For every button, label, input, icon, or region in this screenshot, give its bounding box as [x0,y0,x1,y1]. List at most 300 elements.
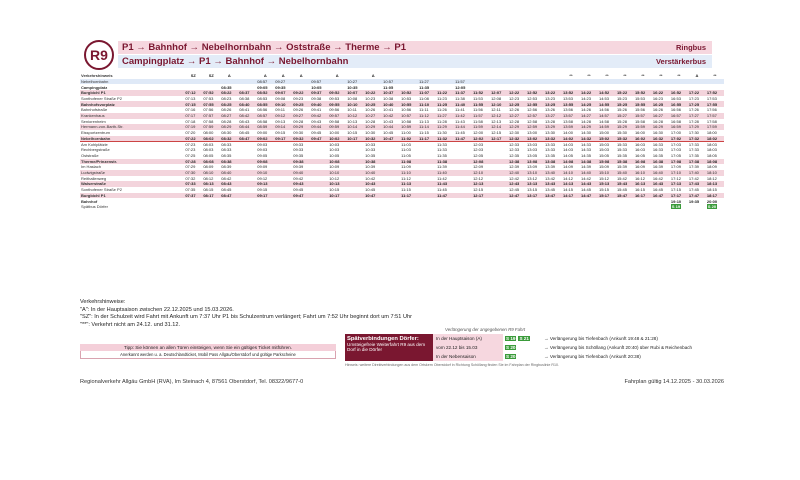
departure-time: 13:02 [526,136,544,142]
departure-time: 08:45 [221,187,232,193]
spaet-row-3-label: In der Nebensaison [433,352,503,361]
stop-name: Sonthofener Straße P2 [81,187,122,193]
departure-time: 07:35 [185,187,196,193]
departure-time: 11:10 [400,170,418,176]
departure-time: 15:03 [598,141,616,147]
stop-name: Bahnhofsvorplatz [80,101,184,107]
departure-time: 10:38 [364,159,382,165]
departure-time: 11:38 [436,159,454,165]
departure-time: 15:05 [598,153,609,159]
departure-time: 11:12 [401,175,411,181]
departure-time: 15:53 [634,95,645,101]
departure-time: 13:35 [545,153,556,159]
departure-time: 08:13 [202,181,220,187]
spaet-row-1-label: In der Hauptsaison (A) [433,334,503,343]
departure-time: 09:15 [257,187,268,193]
departure-time: 10:27 [346,79,364,85]
departure-time: 07:33 [184,181,202,187]
departure-time: 14:38 [580,159,598,165]
departure-time: 18:08 [706,159,724,165]
departure-time: 15:45 [616,187,627,193]
departure-time: 14:10 [562,170,580,176]
departure-time [382,204,400,210]
departure-time: 08:00 [203,130,214,136]
departure-time: 09:33 [292,141,310,147]
departure-time: 13:53 [563,95,574,101]
departure-time: 13:33 [544,141,562,147]
departure-time: 10:27 [364,113,382,119]
departure-time: 15:13 [598,181,616,187]
departure-time: 17:25 [688,101,706,107]
departure-time: 07:19 [184,124,202,130]
departure-time: 07:52 [202,90,220,96]
departure-time: 14:13 [562,181,580,187]
departure-time: 08:42 [238,113,256,119]
departure-time: 09:13 [275,118,286,124]
note-a: "A": In der Hauptsaison zwischen 22.12.2025 und 15.03.2026. [80,306,234,313]
departure-time: 11:38 [455,95,465,101]
departure-time: 13:05 [527,153,538,159]
departure-time: 17:53 [706,95,717,101]
departure-time: 14:33 [580,147,591,153]
departure-time: 14:53 [598,95,609,101]
departure-time: 09:28 [293,118,304,124]
departure-time: 14:08 [562,159,580,165]
departure-time: 13:17 [526,193,544,199]
departure-time: 07:23 [184,141,202,147]
departure-time: 18:15 [706,187,717,193]
departure-time: 14:56 [598,107,609,113]
departure-time: 17:52 [706,90,724,96]
departure-time: 14:02 [562,136,580,142]
departure-time: 08:43 [239,118,250,124]
stop-name: Burgbichl P1 [80,193,184,199]
departure-time: 14:00 [563,130,574,136]
departure-time: 16:42 [652,175,663,181]
departure-time: 16:03 [634,147,645,153]
departure-time: 11:26 [437,107,447,113]
departure-time: 10:00 [329,130,340,136]
departure-time: 09:38 [311,95,322,101]
departure-time: 15:03 [598,147,609,153]
stop-name: Bahnhof [81,198,98,204]
departure-time: 10:25 [364,101,382,107]
departure-time: 13:33 [545,147,556,153]
departure-time: 14:27 [580,113,598,119]
spaet-box [345,334,433,361]
departure-time: 15:17 [598,193,616,199]
departure-time: 11:12 [418,113,436,119]
departure-time: 07:55 [202,101,220,107]
departure-time: 09:33 [293,147,304,153]
departure-time: 09:26 [293,107,304,113]
departure-time: 09:10 [274,101,292,107]
departure-time: 10:55 [400,101,418,107]
departure-time: 09:37 [310,90,328,96]
spaet-caption: Verlängerung der angegebenen R9 Fahrt [445,327,526,332]
departure-time: 08:08 [202,159,220,165]
departure-time: 12:43 [508,181,526,187]
departure-time: 07:12 [184,90,202,96]
ticket-hint [80,344,336,359]
departure-time: 11:35 [437,153,447,159]
departure-time: 13:23 [545,95,556,101]
footer-company: Regionalverkehr Allgäu GmbH (RVA), Im Steinach 4, 87561 Oberstdorf, Tel. 08322/9677-0 [80,379,304,385]
departure-time: 08:32 [220,136,238,142]
departure-time: 11:09 [401,164,411,170]
departure-time: 13:42 [545,175,556,181]
departure-time: 13:56 [563,107,574,113]
departure-time: 12:56 [527,107,538,113]
departure-time: 10:17 [346,136,364,142]
departure-time: 10:44 [382,124,400,130]
departure-time: 13:59 [562,124,580,130]
departure-time: 16:05 [634,153,645,159]
trip-marker: A [281,73,285,79]
departure-time: 08:47 [220,193,238,199]
footer-validity: Fahrplan gültig 14.12.2025 - 30.03.2026 [624,379,724,385]
departure-time: 08:17 [202,193,220,199]
departure-time: 13:26 [545,107,556,113]
departure-time: 17:15 [670,187,681,193]
departure-time: 08:58 [257,118,268,124]
departure-time: 16:09 [634,164,645,170]
departure-time: 08:42 [221,175,232,181]
departure-time: 14:35 [580,153,591,159]
departure-time: 09:45 [293,187,304,193]
departure-time: 09:02 [256,136,274,142]
departure-time: 17:09 [670,164,681,170]
departure-time: 11:45 [437,187,447,193]
departure-time: 12:05 [455,84,466,90]
departure-time: 16:03 [634,141,652,147]
departure-time: 17:02 [670,136,688,142]
departure-time: 07:30 [184,170,202,176]
departure-time: 12:15 [473,187,484,193]
departure-time: 10:42 [365,175,376,181]
departure-time: 11:02 [400,136,418,142]
departure-time: 11:03 [400,141,418,147]
departure-time: 16:52 [670,90,688,96]
departure-time: 09:09 [257,164,268,170]
departure-time [580,204,598,210]
departure-time: 11:32 [436,136,454,142]
departure-time: 10:32 [364,136,382,142]
departure-time: 12:14 [490,124,508,130]
departure-time: 07:32 [185,175,196,181]
trip-marker: A [227,73,231,79]
departure-time: 14:03 [562,141,580,147]
note-star: "**": Verkehrt nicht am 24.12. und 31.12. [80,321,181,328]
departure-time: 08:10 [202,170,220,176]
departure-time: 11:07 [418,90,436,96]
departure-time [706,204,724,210]
departure-time: 13:08 [526,159,544,165]
spaet-title: Spätverbindungen Dörfer: [347,336,419,342]
departure-time: 14:30 [580,130,591,136]
trip-marker: ** [641,73,645,79]
departure-time: 12:09 [473,164,484,170]
departure-time: 15:22 [616,90,634,96]
departure-time [490,204,508,210]
departure-time: 10:53 [401,95,412,101]
stop-name: Therme/Prinzenstr. [80,159,184,165]
departure-time [436,204,454,210]
departure-time: 16:29 [652,124,670,130]
stop-name: Seniorenheim [81,118,106,124]
departure-time: 11:39 [437,164,447,170]
departure-time: 17:27 [688,113,706,119]
departure-time: 09:47 [310,136,328,142]
stop-name: Rechbergstraße [81,147,110,153]
departure-time: 11:13 [419,118,429,124]
departure-time: 18:03 [706,141,724,147]
departure-time: 10:41 [383,107,394,113]
route-line-ringbus [118,41,712,54]
departure-time: 07:23 [185,147,196,153]
departure-time: 13:22 [544,90,562,96]
ticket-hint-sub: Anerkannt werden u. a. Deutschlandticket, Mobil Pass Allgäu/Oberstdorf und gültige Parkscheine [80,351,336,359]
departure-time: 07:57 [202,113,220,119]
spaetverbindungen [345,327,745,367]
trip-marker: ** [677,73,681,79]
departure-time: 12:00 [473,130,484,136]
departure-time: 17:30 [688,130,699,136]
departure-time: 13:12 [527,175,538,181]
departure-time: 15:33 [616,141,634,147]
departure-time: 12:47 [508,193,526,199]
departure-time: 08:33 [221,147,232,153]
departure-time: 09:39 [293,164,304,170]
departure-time: 10:15 [329,187,340,193]
departure-time [670,204,688,210]
departure-time: 12:25 [508,101,526,107]
departure-time: 13:38 [544,159,562,165]
spaet-row-3-desc: → Verlängerung bis Tiefenbach (Ankunft 20:38) [544,354,641,359]
bus-badge-s21: S 21 [519,336,529,341]
departure-time: 10:12 [346,113,364,119]
departure-time: 18:10 [706,170,724,176]
departure-time: 11:59 [472,124,490,130]
departure-time: 08:26 [221,107,232,113]
departure-time [526,204,544,210]
table-row [80,204,724,210]
departure-time: 08:30 [221,130,232,136]
departure-time: 10:26 [365,107,376,113]
spaet-sub: Umsteigefreie Weiterfahrt R9 aus dem Dorf in die Dörfer [347,342,426,353]
spaet-row-1 [433,334,745,343]
departure-time: 16:23 [652,95,663,101]
departure-time: 07:53 [203,95,214,101]
notes [80,299,412,329]
departure-time: 10:13 [328,181,346,187]
departure-time: 15:38 [616,159,634,165]
departure-time: 17:45 [688,187,699,193]
departure-time: 10:29 [364,124,382,130]
spaet-row-2-label: vom 22.12 bis 15.03 [433,343,503,352]
departure-time: 17:38 [688,159,706,165]
verstaerker-tag: Verstärkerbus [655,57,706,66]
departure-time: 09:32 [292,136,310,142]
departure-time: 11:00 [401,130,411,136]
bus-badge-s19: S 19 [506,336,516,341]
departure-time: 12:12 [490,113,508,119]
stop-name: Reithallenweg [81,175,107,181]
departure-time: 18:09 [706,164,717,170]
departure-time: 15:52 [634,90,652,96]
departure-time: 11:05 [401,153,411,159]
departure-time: 08:38 [239,95,250,101]
departure-time [454,204,472,210]
departure-time: 13:32 [544,136,562,142]
departure-time: 13:52 [562,90,580,96]
departure-time: 11:17 [400,193,418,199]
departure-time: 18:00 [706,130,717,136]
departure-time: 11:03 [401,147,411,153]
stop-name: Walserstraße [80,181,184,187]
departure-time: 15:12 [598,175,609,181]
departure-time: 13:58 [563,118,574,124]
trip-marker: A [299,73,303,79]
departure-time: 16:02 [634,136,652,142]
departure-time: 11:11 [419,107,429,113]
departure-time: 13:29 [544,124,562,130]
departure-time: 08:35 [221,153,232,159]
departure-time [292,204,310,210]
departure-time: 16:58 [670,118,681,124]
ringbus-tag: Ringbus [676,43,706,52]
stop-name: Im Haslach [81,164,102,170]
departure-time: 09:35 [293,153,304,159]
departure-time [220,204,238,210]
departure-time: 16:40 [652,170,670,176]
departure-time: 16:47 [652,193,670,199]
departure-time: 10:40 [382,101,400,107]
departure-time: 16:55 [670,101,688,107]
departure-time: 15:00 [598,130,609,136]
departure-time: 17:13 [670,181,688,187]
departure-time: 15:55 [634,101,652,107]
departure-time: 11:41 [455,107,465,113]
departure-time: 08:40 [238,101,256,107]
departure-time: 15:58 [634,118,645,124]
departure-time: 14:15 [563,187,574,193]
departure-time: 08:57 [256,79,274,85]
route-line-verstaerker [118,55,712,68]
departure-time: 15:32 [616,136,634,142]
departure-time: 18:13 [706,181,724,187]
departure-time: 15:15 [598,187,609,193]
departure-time: 12:22 [508,90,526,96]
departure-time: 10:22 [364,90,382,96]
departure-time: 11:10 [418,101,436,107]
departure-time: 09:17 [256,193,274,199]
departure-time: 11:23 [437,95,447,101]
departure-time: 10:17 [328,193,346,199]
trip-marker: SZ [208,73,214,79]
departure-time: 10:05 [329,153,340,159]
departure-time: 17:56 [706,107,717,113]
departure-time: 20:00 [706,198,718,204]
departure-time: 12:58 [527,118,538,124]
departure-time: 12:23 [509,95,520,101]
departure-time: 16:22 [652,90,670,96]
departure-time: 10:45 [365,187,376,193]
departure-time: 11:56 [473,107,483,113]
departure-time: 17:39 [688,164,699,170]
departure-time: 09:22 [292,90,310,96]
departure-time: 11:40 [436,170,454,176]
trip-marker: A [695,73,699,79]
departure-time: 11:35 [419,84,430,90]
departure-time: 10:30 [365,130,376,136]
departure-time: 19:10 [670,198,682,204]
stop-name: Sonthofener Straße P2 [81,95,122,101]
departure-time [238,204,256,210]
departure-time: 12:02 [472,136,490,142]
departure-time: 08:38 [220,159,238,165]
departure-time: 14:09 [563,164,574,170]
trip-marker: A [371,73,375,79]
notes-title: Verkehrshinweise: [80,299,126,305]
departure-time: 11:22 [436,90,454,96]
departure-time: 17:47 [688,193,706,199]
trip-marker: ** [569,73,573,79]
departure-time: 07:15 [184,101,202,107]
departure-time: 11:33 [436,141,454,147]
departure-time: 14:05 [563,153,574,159]
departure-time: 09:38 [292,159,310,165]
departure-time: 12:15 [491,130,502,136]
departure-time: 12:59 [526,124,544,130]
departure-time: 09:47 [292,193,310,199]
departure-time: 13:13 [526,181,544,187]
departure-time: 16:35 [652,153,663,159]
departure-time: 11:15 [401,187,411,193]
departure-time: 14:42 [580,175,591,181]
departure-time [598,204,616,210]
departure-time: 11:47 [436,193,454,199]
departure-time: 11:42 [437,175,447,181]
departure-time: 15:26 [616,107,627,113]
departure-time: 08:45 [239,130,250,136]
departure-time: 15:40 [616,170,634,176]
departure-time: 15:28 [616,118,627,124]
departure-time: 09:57 [328,113,346,119]
departure-time: 10:11 [347,107,357,113]
departure-time: 11:44 [454,124,472,130]
departure-time: 09:53 [329,95,340,101]
trip-marker: A [335,73,339,79]
departure-time [310,204,328,210]
departure-time: 12:39 [509,164,520,170]
departure-time: 08:43 [220,181,238,187]
departure-time: 15:29 [616,124,634,130]
departure-time: 12:40 [508,170,526,176]
trip-marker: A [263,73,267,79]
departure-time: 09:05 [257,153,268,159]
departure-time: 13:57 [562,113,580,119]
departure-time: 16:30 [652,130,663,136]
departure-time: 12:26 [509,107,520,113]
departure-time: 10:14 [346,124,364,130]
departure-time: 10:57 [400,113,418,119]
departure-time: 12:03 [473,147,484,153]
departure-time: 08:25 [220,101,238,107]
departure-time: 10:37 [382,90,400,96]
departure-time: 18:02 [706,136,724,142]
departure-time: 08:03 [202,141,220,147]
